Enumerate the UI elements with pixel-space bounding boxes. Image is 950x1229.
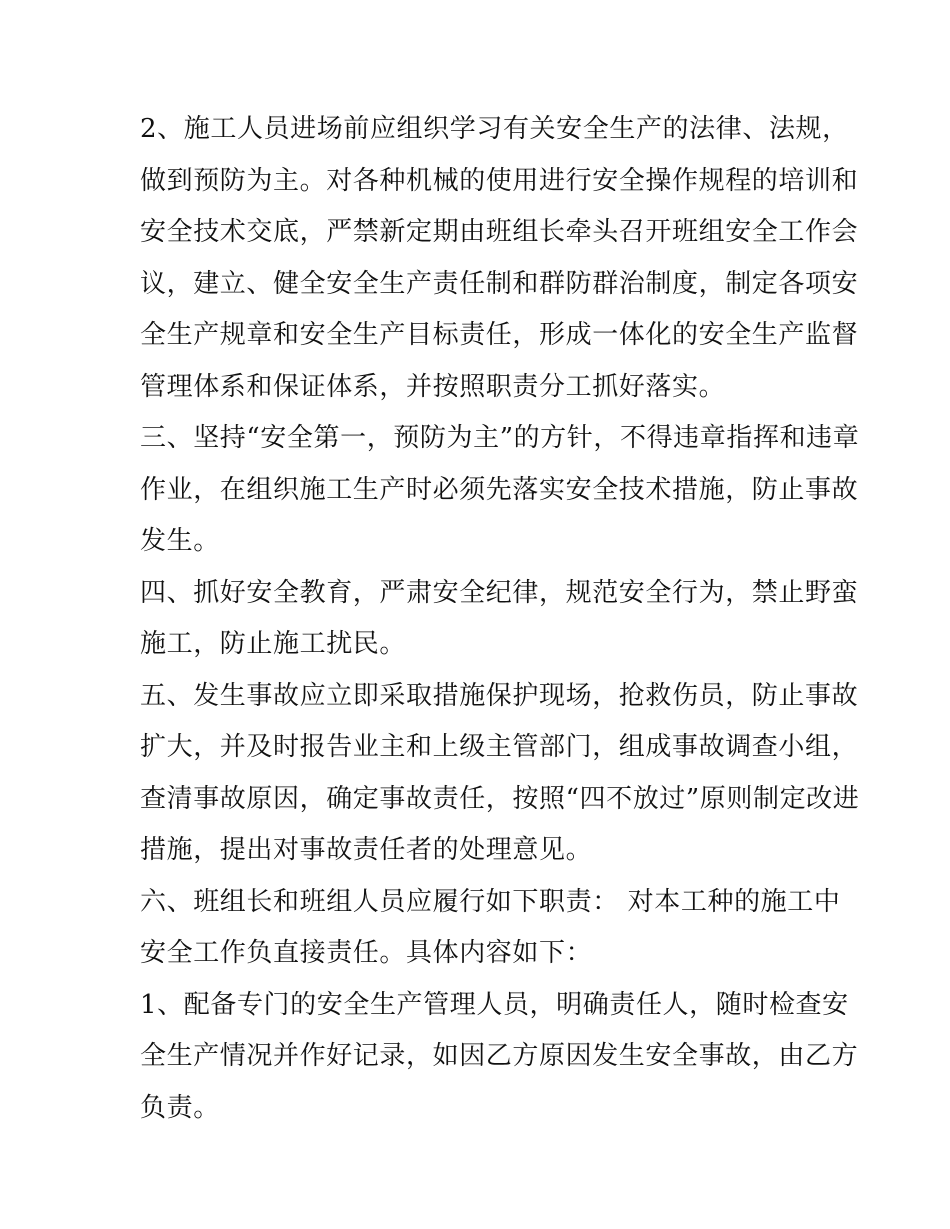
text-line: 措施，提出对事故责任者的处理意见。 <box>140 835 593 865</box>
document-page <box>140 104 860 1134</box>
text-line: 议，建立、健全安全生产责任制和群防群治制度，制定各项安 <box>140 268 859 299</box>
text-line: 1、配备专门的安全生产管理人员，明确责任人，随时检查安 <box>140 989 849 1020</box>
text-line: 扩大，并及时报告业主和上级主管部门，组成事故调查小组， <box>140 732 859 762</box>
text-line: 2、施工人员进场前应组织学习有关安全生产的法律、法规， <box>140 114 849 144</box>
text-line: 施工，防止施工扰民。 <box>140 629 407 659</box>
text-line: 查清事故原因，确定事故责任，按照“四不放过”原则制定改进 <box>140 783 860 814</box>
text-line: 安全工作负直接责任。具体内容如下： <box>140 938 593 968</box>
text-line: 六、班组长和班组人员应履行如下职责： 对本工种的施工中 <box>140 886 841 917</box>
text-line: 作业，在组织施工生产时必须先落实安全技术措施，防止事故 <box>140 474 859 505</box>
text-line: 三、坚持“安全第一，预防为主”的方针，不得违章指挥和违章 <box>140 423 860 453</box>
text-line: 负责。 <box>140 1092 220 1123</box>
text-line: 全生产情况并作好记录，如因乙方原因发生安全事故，由乙方 <box>140 1041 859 1071</box>
text-line: 安全技术交底，严禁新定期由班组长牵头召开班组安全工作会 <box>140 217 859 247</box>
text-line: 发生。 <box>140 526 220 556</box>
text-line: 管理体系和保证体系，并按照职责分工抓好落实。 <box>140 371 726 402</box>
text-line: 五、发生事故应立即采取措施保护现场，抢救伤员，防止事故 <box>140 680 859 711</box>
text-line: 全生产规章和安全生产目标责任，形成一体化的安全生产监督 <box>140 320 859 350</box>
text-line: 四、抓好安全教育，严肃安全纪律，规范安全行为，禁止野蛮 <box>140 577 859 608</box>
text-line: 做到预防为主。对各种机械的使用进行安全操作规程的培训和 <box>140 165 859 196</box>
